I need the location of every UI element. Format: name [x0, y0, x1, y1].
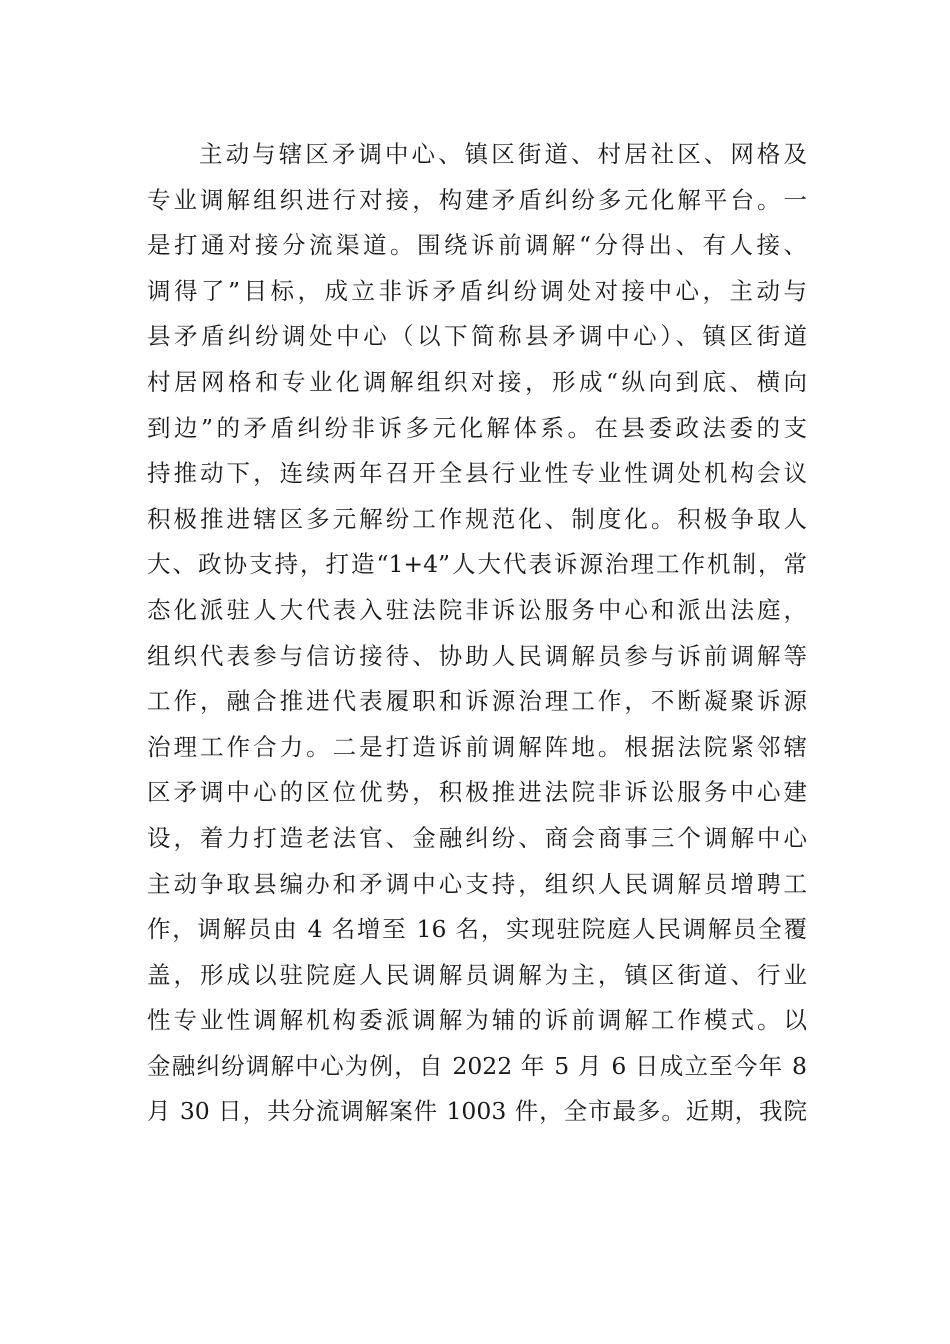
paragraph-line-22: 月 30 日，共分流调解案件 1003 件，全市最多。近期，我院: [147, 1097, 807, 1126]
paragraph-line-8: 持推动下，连续两年召开全县行业性专业性调处机构会议: [147, 459, 807, 488]
paragraph-line-11: 态化派驻人大代表入驻法院非诉讼服务中心和派出法庭，: [147, 595, 807, 624]
paragraph-line-1: 主动与辖区矛调中心、镇区街道、村居社区、网格及: [199, 140, 807, 168]
paragraph-line-10: 大、政协支持，打造“1+4”人大代表诉源治理工作机制，常: [147, 550, 807, 579]
paragraph-line-5: 县矛盾纠纷调处中心（以下简称县矛调中心）、镇区街道: [147, 322, 807, 351]
paragraph-line-13: 工作，融合推进代表履职和诉源治理工作，不断凝聚诉源: [147, 687, 807, 716]
paragraph-line-15: 区矛调中心的区位优势，积极推进法院非诉讼服务中心建: [147, 778, 807, 807]
paragraph-line-21: 金融纠纷调解中心为例，自 2022 年 5 月 6 日成立至今年 8: [147, 1051, 807, 1080]
paragraph-line-12: 组织代表参与信访接待、协助人民调解员参与诉前调解等: [147, 641, 807, 670]
paragraph-line-3: 是打通对接分流渠道。围绕诉前调解“分得出、有人接、: [147, 231, 807, 260]
paragraph-line-16: 设，着力打造老法官、金融纠纷、商会商事三个调解中心: [147, 823, 807, 852]
paragraph-line-17: 主动争取县编办和矛调中心支持，组织人民调解员增聘工: [147, 869, 807, 898]
paragraph-line-2: 专业调解组织进行对接，构建矛盾纠纷多元化解平台。一: [147, 185, 807, 214]
body-paragraph: [147, 132, 807, 1135]
paragraph-line-20: 性专业性调解机构委派调解为辅的诉前调解工作模式。以: [147, 1006, 807, 1035]
paragraph-line-19: 盖，形成以驻院庭人民调解员调解为主，镇区街道、行业: [147, 960, 807, 989]
paragraph-line-9: 积极推进辖区多元解纷工作规范化、制度化。积极争取人: [147, 504, 807, 533]
paragraph-line-14: 治理工作合力。二是打造诉前调解阵地。根据法院紧邻辖: [147, 732, 807, 761]
paragraph-line-18: 作，调解员由 4 名增至 16 名，实现驻院庭人民调解员全覆: [147, 915, 807, 944]
paragraph-line-4: 调得了”目标，成立非诉矛盾纠纷调处对接中心，主动与: [147, 276, 807, 305]
paragraph-line-6: 村居网格和专业化调解组织对接，形成“纵向到底、横向: [147, 367, 807, 396]
paragraph-line-7: 到边”的矛盾纠纷非诉多元化解体系。在县委政法委的支: [147, 413, 807, 442]
